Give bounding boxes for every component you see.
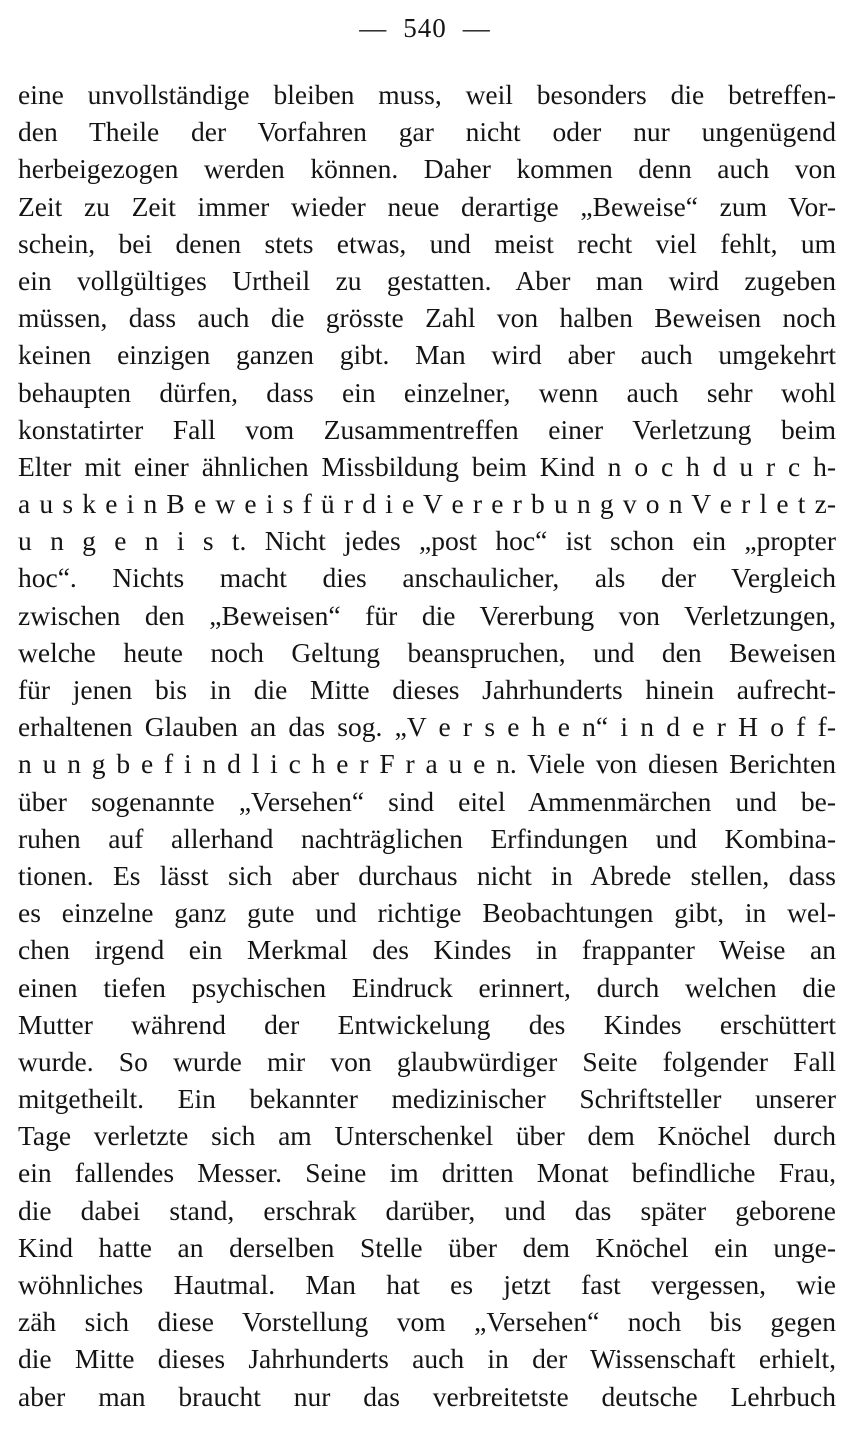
header-dash-right: — bbox=[462, 13, 491, 43]
text-line: ein fallendes Messer. Seine im dritten Monat befindliche Frau, bbox=[18, 1157, 836, 1189]
text-line: wöhnliches Hautmal. Man hat es jetzt fast vergessen, wie bbox=[18, 1269, 836, 1300]
text-line: u n g e n i s t. Nicht jedes „post hoc“ ist schon ein „propter bbox=[18, 525, 836, 557]
text-line: erhaltenen Glauben an das sog. „V e r s e h e n“ i n d e r H o f f- bbox=[18, 711, 836, 743]
body-text bbox=[18, 76, 836, 1415]
text-line: tionen. Es lässt sich aber durchaus nicht in Abrede stellen, dass bbox=[18, 859, 836, 891]
text-line: über sogenannte „Versehen“ sind eitel Ammenmärchen und be- bbox=[18, 785, 836, 817]
text-line: Elter mit einer ähnlichen Missbildung beim Kind n o c h d u r c h- bbox=[18, 450, 836, 482]
text-line: Zeit zu Zeit immer wieder neue derartige „Beweise“ zum Vor- bbox=[18, 190, 836, 222]
text-line: die Mitte dieses Jahrhunderts auch in der Wissenschaft erhielt, bbox=[18, 1343, 836, 1375]
text-line: herbeigezogen werden können. Daher kommen denn auch von bbox=[18, 153, 836, 185]
text-line: behaupten dürfen, dass ein einzelner, wenn auch sehr wohl bbox=[18, 376, 836, 408]
text-line: die dabei stand, erschrak darüber, und das später geborene bbox=[18, 1194, 836, 1226]
text-line: einen tiefen psychischen Eindruck erinnert, durch welchen die bbox=[18, 971, 836, 1003]
text-line: wurde. So wurde mir von glaubwürdiger Seite folgender Fall bbox=[18, 1045, 836, 1077]
page-number: 540 bbox=[403, 13, 447, 43]
text-line: zwischen den „Beweisen“ für die Vererbung von Verletzungen, bbox=[18, 599, 836, 631]
text-line: chen irgend ein Merkmal des Kindes in frappanter Weise an bbox=[18, 934, 836, 966]
text-line: zäh sich diese Vorstellung vom „Versehen“ noch bis gegen bbox=[18, 1306, 836, 1338]
text-line: Tage verletzte sich am Unterschenkel über dem Knöchel durch bbox=[18, 1120, 836, 1152]
header-dash-left: — bbox=[359, 13, 388, 43]
text-line: aber man braucht nur das verbreitetste deutsche Lehrbuch bbox=[18, 1380, 836, 1412]
text-line: welche heute noch Geltung beanspruchen, und den Beweisen bbox=[18, 636, 836, 668]
text-line: ruhen auf allerhand nachträglichen Erfindungen und Kombina- bbox=[18, 822, 836, 854]
text-line: hoc“. Nichts macht dies anschaulicher, als der Vergleich bbox=[18, 562, 836, 594]
text-line: eine unvollständige bleiben muss, weil besonders die betreffen- bbox=[18, 79, 836, 110]
text-line: es einzelne ganz gute und richtige Beobachtungen gibt, in wel- bbox=[18, 897, 836, 929]
text-line: Kind hatte an derselben Stelle über dem Knöchel ein unge- bbox=[18, 1231, 836, 1263]
text-line: konstatirter Fall vom Zusammentreffen einer Verletzung beim bbox=[18, 413, 836, 445]
text-line: müssen, dass auch die grösste Zahl von halben Beweisen noch bbox=[18, 302, 836, 334]
page-header bbox=[0, 8, 850, 48]
text-line: Mutter während der Entwickelung des Kindes erschüttert bbox=[18, 1008, 836, 1040]
text-line: a u s k e i n B e w e i s f ü r d i e V e r e r b u n g v o n V e r l e t z- bbox=[18, 488, 836, 520]
text-line: den Theile der Vorfahren gar nicht oder nur ungenügend bbox=[18, 116, 836, 148]
text-line: ein vollgültiges Urtheil zu gestatten. Aber man wird zugeben bbox=[18, 264, 836, 296]
text-line: keinen einzigen ganzen gibt. Man wird aber auch umgekehrt bbox=[18, 339, 836, 371]
text-line: n u n g b e f i n d l i c h e r F r a u e n. Viele von diesen Berichten bbox=[18, 748, 836, 780]
text-line: schein, bei denen stets etwas, und meist recht viel fehlt, um bbox=[18, 227, 836, 259]
text-line: mitgetheilt. Ein bekannter medizinischer Schriftsteller unserer bbox=[18, 1083, 836, 1115]
text-line: für jenen bis in die Mitte dieses Jahrhunderts hinein aufrecht- bbox=[18, 674, 836, 705]
